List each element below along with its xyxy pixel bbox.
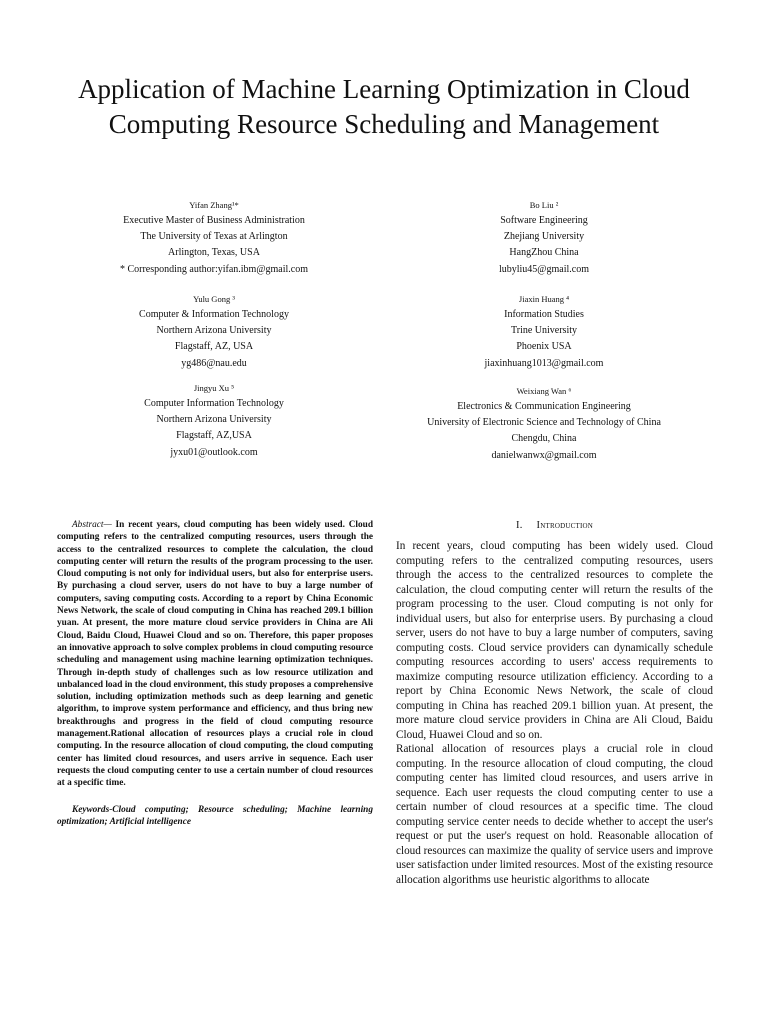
author-location: HangZhou China xyxy=(509,247,579,259)
right-column xyxy=(396,519,713,887)
author-affiliation: Northern Arizona University xyxy=(156,325,272,337)
abstract-label: Abstract— xyxy=(72,520,112,530)
left-column xyxy=(57,519,373,828)
section-heading xyxy=(396,519,713,533)
author-affiliation: Computer & Information Technology xyxy=(139,309,289,320)
author-affiliation: Zhejiang University xyxy=(503,231,585,243)
author-affiliation: Information Studies xyxy=(504,309,584,320)
author-block xyxy=(64,197,364,278)
author-name: Yifan Zhang¹* xyxy=(189,200,239,210)
section-title: Introduction xyxy=(536,520,593,531)
author-email: * Corresponding author:yifan.ibm@gmail.com xyxy=(119,263,309,275)
author-name: Bo Liu ² xyxy=(529,200,559,210)
author-block xyxy=(394,291,694,372)
intro-paragraph: In recent years, cloud computing has been widely used. Cloud computing refers to the centralized computing resources, users through the access to the centralized resources to complete the calculation, the cloud computing center will return the results of the program processing to the user. Cloud computing is not only for individual users, but also for enterprise users. By purchasing a cloud server, users do not have to buy a large number of computers, saving computing costs. Cloud service providers can dynamically schedule computing resources according to users' access requirements to maximize computing resource utilization efficiency. According to a report by China Economic News Network, the scale of cloud computing in China has reached 209.1 billion yuan. At present, the more mature cloud service providers in China are Ali Cloud, Baidu Cloud, Huawei Cloud and so on. xyxy=(396,540,713,741)
author-block xyxy=(394,383,694,464)
author-email: danielwanwx@gmail.com xyxy=(491,449,597,461)
author-name: Weixiang Wan ⁶ xyxy=(516,386,572,396)
author-affiliation: Trine University xyxy=(510,325,578,337)
paper-title: Application of Machine Learning Optimization in Cloud Computing Resource Scheduling and Management xyxy=(78,74,690,139)
author-location: Arlington, Texas, USA xyxy=(168,247,260,259)
keywords: Keywords-Cloud computing; Resource scheduling; Machine learning optimization; Artificial intelligence xyxy=(57,804,373,827)
author-location: Chengdu, China xyxy=(511,433,577,445)
author-affiliation: Computer Information Technology xyxy=(144,398,284,409)
section-number: I. xyxy=(516,520,523,531)
author-block xyxy=(64,291,364,372)
author-email: jyxu01@outlook.com xyxy=(170,446,258,458)
author-affiliation: Electronics & Communication Engineering xyxy=(457,401,631,412)
author-affiliation: The University of Texas at Arlington xyxy=(140,231,288,243)
author-location: Flagstaff, AZ,USA xyxy=(176,430,252,442)
author-affiliation: Northern Arizona University xyxy=(156,414,272,426)
author-affiliation: University of Electronic Science and Technology of China xyxy=(427,417,661,429)
abstract-text: In recent years, cloud computing has been widely used. Cloud computing refers to the centralized computing resources, users through the access to the centralized resources to complete the calculation, the cloud computing center will return the results of the program processing to the user. Cloud computing is not only for individual users, but also for enterprise users. By purchasing a cloud server, users do not have to buy a large number of computers, saving computing costs. According to a report by China Economic News Network, the scale of cloud computing in China has reached 209.1 billion yuan. At present, the more mature cloud service providers in China are Ali Cloud, Baidu Cloud, Huawei Cloud and so on. Therefore, this paper proposes an innovative approach to solve complex problems in cloud computing resource scheduling and management using machine learning optimization techniques. Through in-depth study of challenges such as low resource utilization and unbalanced load in the cloud environment, this study proposes a comprehensive solution, including optimization methods such as deep learning and genetic algorithm, to improve system performance and efficiency, and thus bring new breakthroughs and progress in the field of cloud computing resource management.Rational allocation of resources plays a crucial role in cloud computing. In the resource allocation of cloud computing, the cloud computing center has limited cloud resources, and users arrive in sequence. Each user requests the cloud computing center to use a certain number of cloud resources at a specific time. xyxy=(57,520,373,789)
author-name: Yulu Gong ³ xyxy=(193,294,235,304)
author-block xyxy=(64,380,364,461)
intro-paragraph: Rational allocation of resources plays a crucial role in cloud computing. In the resource allocation of cloud computing, the cloud computing center has limited cloud resources, and users arrive in sequence. Each user requests the cloud computing center to use a certain number of cloud resources at a specific time. The cloud computing service center needs to decide whether to accept the user's request or put the user's request on hold. Reasonable allocation of cloud resources can maximize the quality of service users and improve user satisfaction under limited resources. Most of the existing resource allocation algorithms use heuristic algorithms to allocate xyxy=(396,743,713,886)
author-email: jiaxinhuang1013@gmail.com xyxy=(484,357,604,369)
author-name: Jiaxin Huang ⁴ xyxy=(518,294,570,304)
author-name: Jingyu Xu ⁵ xyxy=(193,383,235,393)
author-location: Flagstaff, AZ, USA xyxy=(174,341,254,353)
author-affiliation: Software Engineering xyxy=(500,215,588,226)
author-block xyxy=(394,197,694,278)
author-affiliation: Executive Master of Business Administration xyxy=(123,215,305,226)
author-email: lubyliu45@gmail.com xyxy=(498,263,590,275)
abstract xyxy=(57,519,373,790)
author-location: Phoenix USA xyxy=(516,341,572,353)
author-email: yg486@nau.edu xyxy=(181,357,247,369)
